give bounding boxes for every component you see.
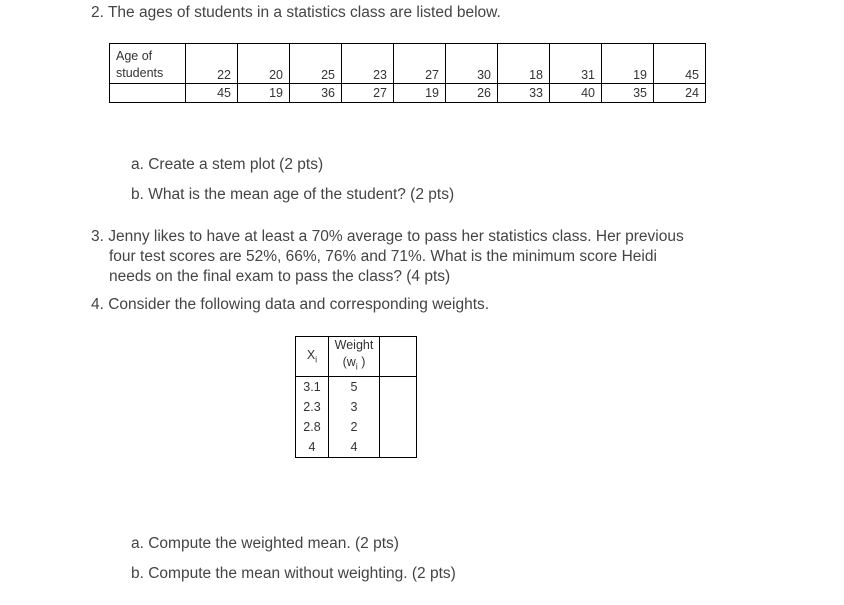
empty-cell — [380, 417, 417, 437]
question-4-text: 4. Consider the following data and corresponding weights. — [91, 296, 490, 313]
table-row — [296, 397, 417, 417]
weights-header-row — [296, 337, 417, 377]
question-2-text: 2. The ages of students in a statistics class are listed below. — [91, 4, 501, 21]
question-2b: b. What is the mean age of the student? (2 pts) — [131, 186, 455, 203]
age-cell: 20 — [238, 44, 290, 84]
x-cell: 2.8 — [296, 417, 329, 437]
question-2a: a. Create a stem plot (2 pts) — [131, 156, 324, 173]
age-cell: 19 — [238, 84, 290, 103]
age-cell: 33 — [498, 84, 550, 103]
ages-row-2 — [110, 84, 706, 103]
w-cell: 5 — [329, 376, 380, 397]
w-cell: 4 — [329, 437, 380, 458]
question-4a: a. Compute the weighted mean. (2 pts) — [131, 535, 399, 552]
table-row — [296, 437, 417, 458]
age-cell: 45 — [186, 84, 238, 103]
table-row — [296, 417, 417, 437]
question-3-text — [91, 227, 691, 287]
x-cell: 2.3 — [296, 397, 329, 417]
age-cell: 27 — [394, 44, 446, 84]
empty-header — [380, 337, 417, 377]
age-cell: 31 — [550, 44, 602, 84]
table-row — [296, 376, 417, 397]
question-4b: b. Compute the mean without weighting. (2 pts) — [131, 565, 456, 582]
age-cell: 25 — [290, 44, 342, 84]
age-cell: 45 — [654, 44, 706, 84]
x-cell: 3.1 — [296, 376, 329, 397]
empty-cell — [380, 397, 417, 417]
empty-cell — [380, 437, 417, 458]
age-cell: 27 — [342, 84, 394, 103]
empty-cell — [380, 376, 417, 397]
weights-table — [295, 336, 417, 458]
ages-table — [109, 43, 706, 103]
w-cell: 3 — [329, 397, 380, 417]
age-cell: 19 — [394, 84, 446, 103]
age-cell: 35 — [602, 84, 654, 103]
age-cell: 18 — [498, 44, 550, 84]
weight-header: Weight ($w_i$ ) — [329, 337, 380, 377]
ages-label-line2: students — [116, 66, 164, 80]
question-3-body: 3. Jenny likes to have at least a 70% average to pass her statistics class. Her previous four test scores are 52%, 66%, 76% and 71%. What is the minimum score Heidi needs on the final exam to pass the class? (4 pts) — [91, 228, 684, 285]
age-cell: 19 — [602, 44, 654, 84]
ages-empty-cell — [110, 84, 186, 103]
ages-label-line1: Age of — [116, 49, 153, 63]
w-cell: 2 — [329, 417, 380, 437]
age-cell: 40 — [550, 84, 602, 103]
x-header: $X_i$ — [296, 337, 329, 377]
ages-row-1 — [110, 44, 706, 84]
age-cell: 36 — [290, 84, 342, 103]
age-cell: 23 — [342, 44, 394, 84]
age-cell: 30 — [446, 44, 498, 84]
x-cell: 4 — [296, 437, 329, 458]
ages-label-cell — [110, 44, 186, 84]
age-cell: 24 — [654, 84, 706, 103]
age-cell: 22 — [186, 44, 238, 84]
age-cell: 26 — [446, 84, 498, 103]
